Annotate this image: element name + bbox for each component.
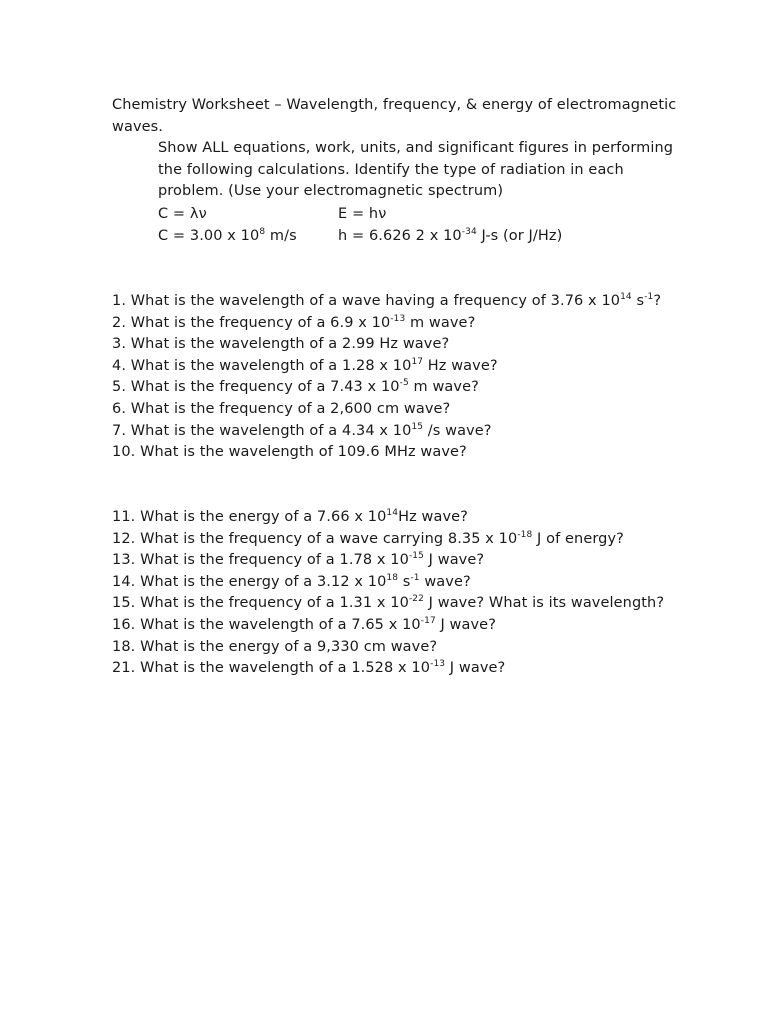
question-item	[112, 615, 496, 635]
constant-h-prefix: h = 6.626 2 x 10	[338, 228, 462, 244]
question-text: 10. What is the wavelength of 109.6 MHz wave?	[112, 444, 467, 461]
question-text-end: J wave?	[423, 552, 485, 569]
question-unit: s	[398, 573, 411, 590]
question-text: 12. What is the frequency of a wave carrying 8.35 x 10	[112, 530, 518, 547]
question-text: 16. What is the wavelength of a 7.65 x 10	[112, 617, 421, 633]
instruction-line-1: Show ALL equations, work, units, and significant figures in performing	[158, 140, 674, 156]
instruction-line-2: the following calculations. Identify the type of radiation in each	[158, 162, 624, 178]
question-text: 3. What is the wavelength of a 2.99 Hz wave?	[112, 336, 450, 353]
question-exponent: 17	[411, 356, 424, 367]
question-item	[112, 313, 475, 333]
constant-c-exponent: 8	[259, 227, 266, 237]
question-item	[112, 572, 471, 592]
constant-c-suffix: m/s	[265, 228, 297, 244]
question-text-end: /s wave?	[423, 422, 492, 439]
question-text: 13. What is the frequency of a 1.78 x 10	[112, 552, 409, 569]
question-text: 4. What is the wavelength of a 1.28 x 10	[112, 357, 412, 374]
instruction-line-3: problem. (Use your electromagnetic spectrum)	[158, 183, 504, 199]
question-item	[112, 529, 624, 549]
question-text-end: J wave? What is its wavelength?	[423, 595, 665, 612]
question-text: 15. What is the frequency of a 1.31 x 10	[112, 595, 409, 612]
question-text-end: Hz wave?	[423, 357, 498, 374]
question-exponent: -22	[408, 594, 424, 605]
question-item	[112, 637, 437, 657]
equation-energy: E = hν	[338, 206, 387, 222]
question-text: 6. What is the frequency of a 2,600 cm wave?	[112, 401, 451, 417]
question-text: 21. What is the wavelength of a 1.528 x 10	[112, 660, 431, 677]
constant-h-suffix: J-s (or J/Hz)	[476, 228, 563, 244]
question-text: 18. What is the energy of a 9,330 cm wave?	[112, 638, 438, 655]
question-text: 5. What is the frequency of a 7.43 x 10	[112, 379, 400, 396]
question-unit-exponent: -1	[644, 292, 654, 302]
question-exponent: -13	[430, 659, 446, 670]
worksheet-title-line2: waves.	[112, 119, 164, 135]
question-text: 1. What is the wavelength of a wave having a frequency of 3.76 x 10	[112, 293, 621, 309]
question-item	[112, 377, 479, 397]
worksheet-title-line1: Chemistry Worksheet – Wavelength, frequency, & energy of electromagnetic	[112, 97, 677, 113]
question-exponent: -17	[420, 616, 436, 626]
question-text-end: wave?	[419, 573, 471, 590]
question-text-end: m wave?	[408, 379, 479, 396]
constant-h-exponent: -34	[461, 227, 477, 237]
question-exponent: -18	[517, 529, 533, 540]
question-item	[112, 593, 664, 613]
question-item	[112, 507, 468, 527]
constant-c-prefix: C = 3.00 x 10	[158, 228, 260, 244]
question-item	[112, 442, 467, 462]
question-item	[112, 421, 492, 441]
question-exponent: 14	[386, 508, 399, 518]
question-exponent: -5	[399, 378, 409, 389]
question-text-end: J of energy?	[532, 530, 624, 547]
question-item	[112, 334, 449, 354]
question-exponent: 15	[411, 421, 424, 432]
question-text-end: J wave?	[435, 617, 497, 633]
question-text-end: Hz wave?	[398, 509, 468, 525]
question-text: 11. What is the energy of a 7.66 x 10	[112, 509, 387, 525]
question-text: 2. What is the frequency of a 6.9 x 10	[112, 314, 391, 331]
question-unit: s	[631, 293, 645, 309]
question-item	[112, 399, 450, 419]
question-exponent: 18	[386, 572, 399, 583]
question-item	[112, 550, 484, 570]
question-exponent: 14	[620, 292, 632, 302]
question-text: 14. What is the energy of a 3.12 x 10	[112, 573, 387, 590]
question-text-end: J wave?	[445, 660, 506, 677]
question-item	[112, 356, 498, 376]
question-exponent: -13	[390, 313, 406, 324]
question-text: 7. What is the wavelength of a 4.34 x 10	[112, 422, 412, 439]
constant-planck	[338, 226, 562, 246]
equation-speed-of-light: C = λν	[158, 206, 207, 222]
question-item	[112, 658, 505, 678]
question-text-end: ?	[653, 293, 662, 309]
question-text-end: m wave?	[405, 314, 476, 331]
question-item	[112, 291, 661, 311]
question-unit-exponent: -1	[410, 572, 420, 583]
constant-speed-of-light	[158, 226, 297, 246]
question-exponent: -15	[408, 551, 424, 562]
